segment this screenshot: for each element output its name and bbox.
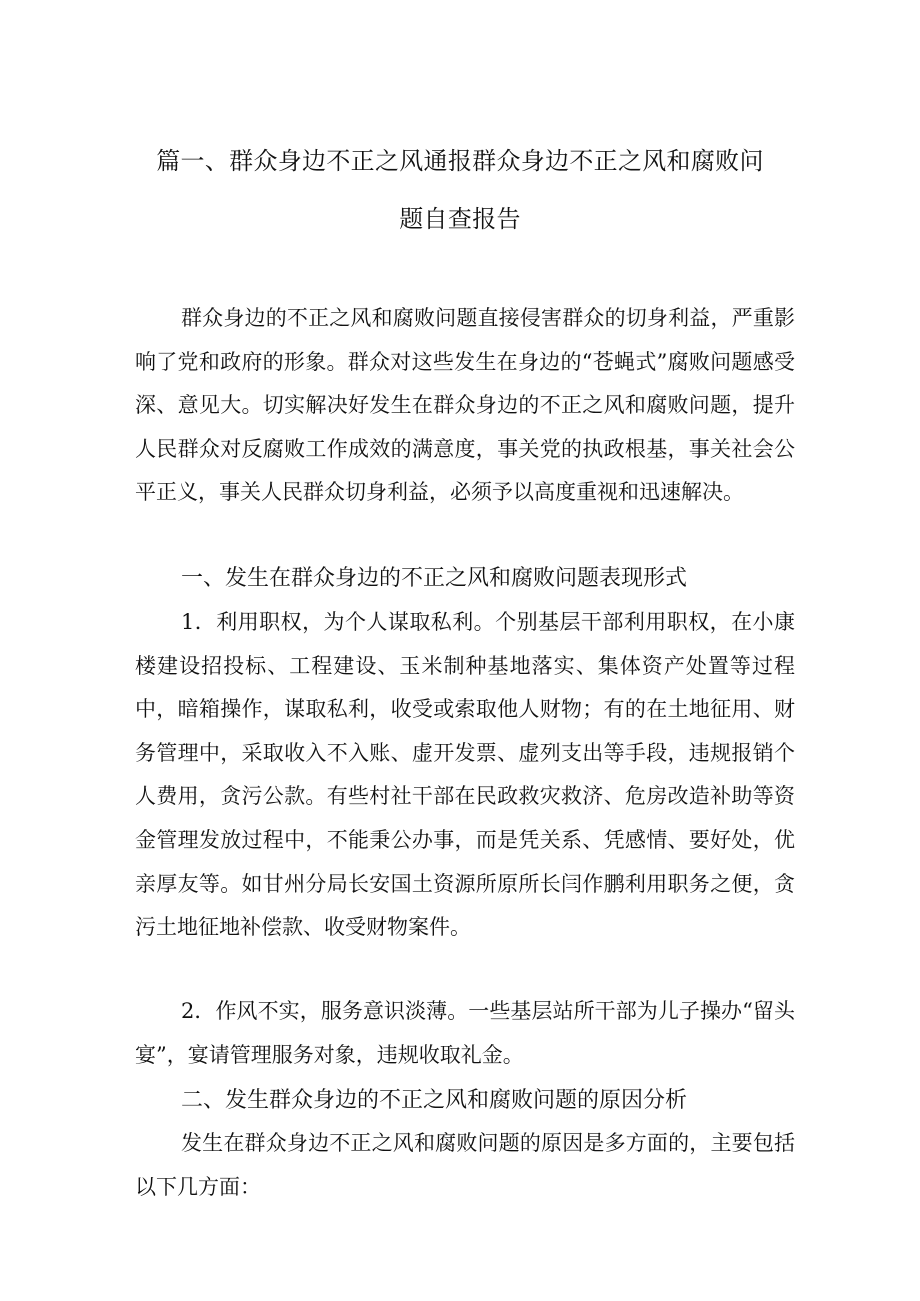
item-2-paragraph: 2．作风不实，服务意识淡薄。一些基层站所干部为儿子操办“留头宴”，宴请管理服务对象，违规收取礼金。 <box>135 999 795 1067</box>
cause-intro-paragraph: 发生在群众身边不正之风和腐败问题的原因是多方面的，主要包括以下几方面： <box>135 1131 795 1199</box>
intro-paragraph: 群众身边的不正之风和腐败问题直接侵害群众的切身利益，严重影响了党和政府的形象。群众对这些发生在身边的“苍蝇式”腐败问题感受深、意见大。切实解决好发生在群众身边的不正之风和腐败问题，提升人民群众对反腐败工作成效的满意度，事关党的执政根基，事关社会公平正义，事关人民群众切身利益，必须予以高度重视和迅速解决。 <box>135 306 795 505</box>
document-title-line-1: 篇一、群众身边不正之风通报群众身边不正之风和腐败问 <box>156 147 764 175</box>
document-title-line-2: 题自查报告 <box>399 205 521 233</box>
item-1-paragraph: 1．利用职权，为个人谋取私利。个别基层干部利用职权，在小康楼建设招投标、工程建设、玉米制种基地落实、集体资产处置等过程中，暗箱操作，谋取私利，收受或索取他人财物；有的在土地征用、财务管理中，采取收入不入账、虚开发票、虚列支出等手段，违规报销个人费用，贪污公款。有些村社干部在民政救灾救济、危房改造补助等资金管理发放过程中，不能秉公办事，而是凭关系、凭感情、要好处，优亲厚友等。如甘州分局长安国土资源所原所长闫作鹏利用职务之便，贪污土地征地补偿款、收受财物案件。 <box>135 610 795 940</box>
section-heading-2: 二、发生群众身边的不正之风和腐败问题的原因分析 <box>181 1088 688 1113</box>
section-heading-1: 一、发生在群众身边的不正之风和腐败问题表现形式 <box>181 566 688 591</box>
